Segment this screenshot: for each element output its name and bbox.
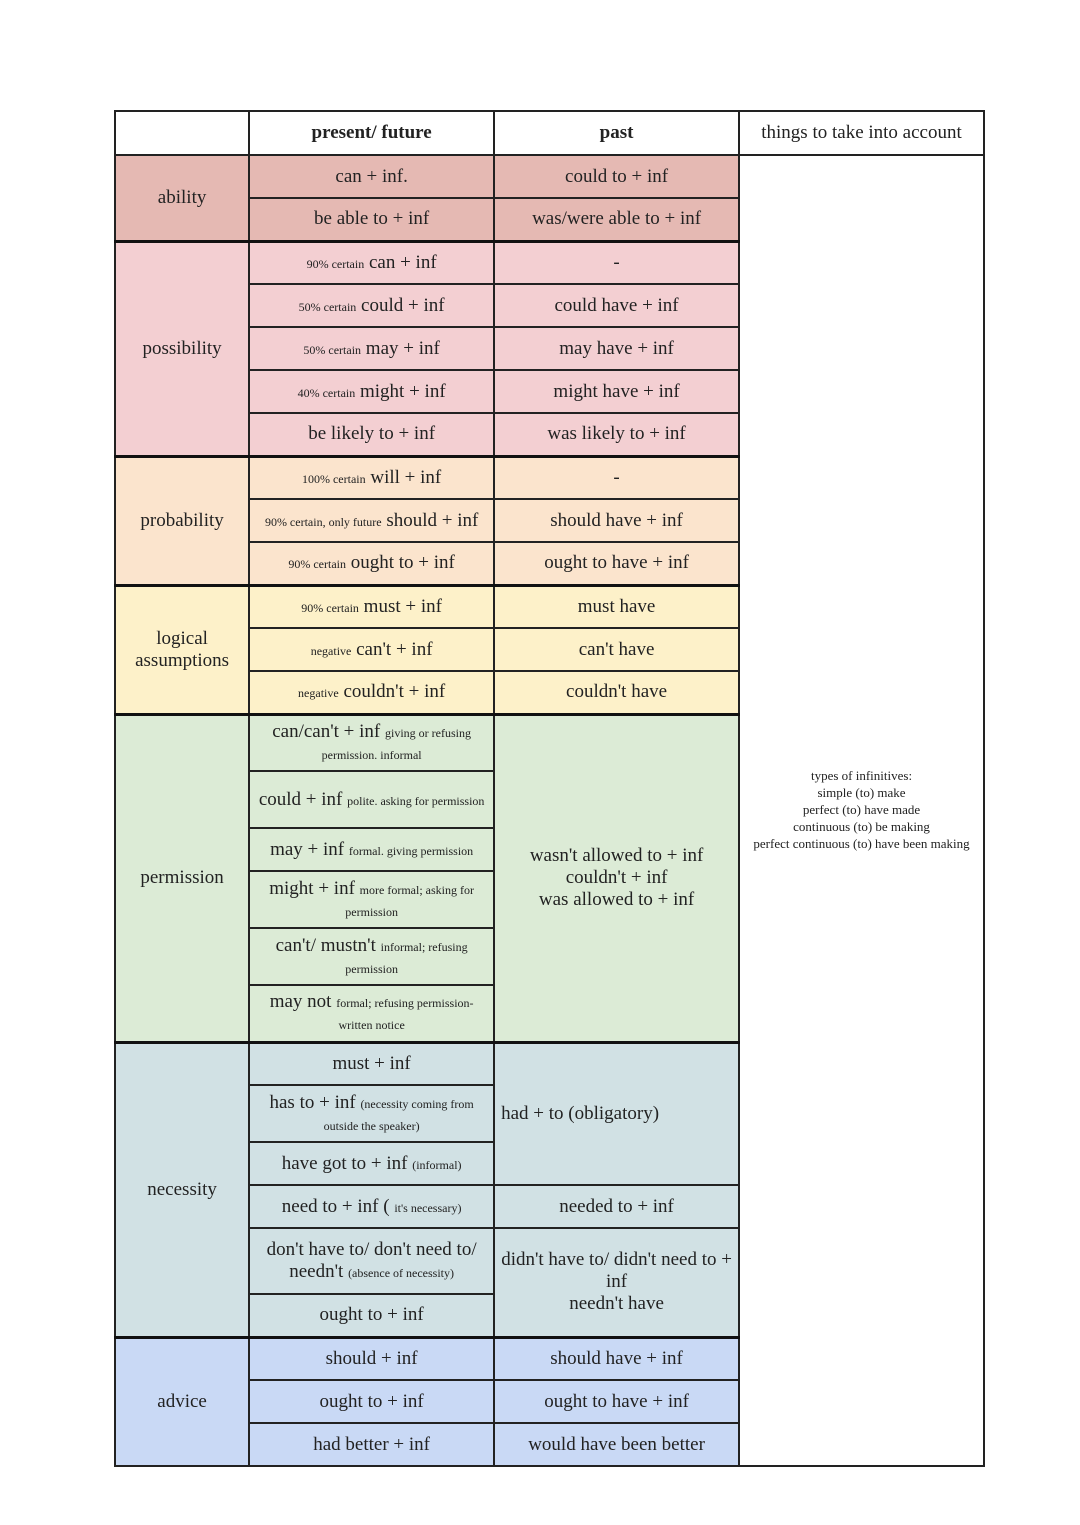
- present-form: may not: [269, 991, 332, 1013]
- present-cell: [249, 985, 494, 1042]
- things-to-take-into-account: [739, 155, 984, 1466]
- present-form: ought to + inf: [319, 1304, 424, 1326]
- present-cell: [249, 1337, 494, 1380]
- present-form: should + inf: [325, 1347, 418, 1369]
- past-cell: could to + inf: [494, 155, 739, 198]
- category-possibility: possibility: [115, 241, 249, 456]
- usage-note: 50% certain: [303, 342, 362, 357]
- table-row: [115, 155, 984, 198]
- past-cell: might have + inf: [494, 370, 739, 413]
- header-things: things to take into account: [739, 111, 984, 155]
- past-form: needed to + inf: [559, 1195, 674, 1217]
- past-form: couldn't + inf: [565, 867, 668, 889]
- present-cell: [249, 413, 494, 456]
- present-form: might + inf: [269, 877, 355, 899]
- past-cell: can't have: [494, 628, 739, 671]
- past-cell: [494, 1042, 739, 1185]
- present-cell: [249, 456, 494, 499]
- usage-note: giving or refusing permission. informal: [321, 725, 472, 762]
- present-cell: [249, 155, 494, 198]
- present-cell: [249, 542, 494, 585]
- category-probability: probability: [115, 456, 249, 585]
- category-ability: ability: [115, 155, 249, 241]
- present-form: ought to + inf: [319, 1390, 424, 1412]
- present-form: don't have to/ don't need to/ needn't: [266, 1239, 477, 1282]
- past-cell: [494, 714, 739, 1042]
- present-form: should + inf: [386, 509, 479, 531]
- usage-note: 90% certain: [288, 557, 346, 572]
- past-cell: must have: [494, 585, 739, 628]
- present-form: has to + inf: [269, 1091, 356, 1113]
- usage-note: 90% certain: [306, 256, 365, 271]
- present-cell: [249, 714, 494, 771]
- note-line: simple (to) make: [817, 785, 906, 801]
- category-logical: logical assumptions: [115, 585, 249, 714]
- usage-note: 50% certain: [298, 299, 357, 314]
- present-form: may + inf: [365, 337, 440, 359]
- header-empty: [115, 111, 249, 155]
- past-cell: was/were able to + inf: [494, 198, 739, 241]
- present-form: be able to + inf: [314, 208, 430, 230]
- present-cell: [249, 928, 494, 985]
- present-cell: [249, 585, 494, 628]
- usage-note: 40% certain: [297, 385, 356, 400]
- usage-note: informal; refusing permission: [345, 939, 468, 976]
- note-line: perfect continuous (to) have been making: [753, 835, 970, 851]
- present-form: must + inf: [332, 1052, 411, 1074]
- usage-note: (necessity coming from outside the speaker): [323, 1096, 474, 1133]
- past-form: wasn't allowed to + inf: [529, 845, 704, 867]
- present-form: can't + inf: [356, 638, 433, 660]
- present-form: can + inf: [368, 251, 437, 273]
- present-cell: [249, 198, 494, 241]
- present-form: could + inf: [258, 788, 343, 810]
- usage-note: polite. asking for permission: [347, 793, 485, 808]
- usage-note: negative: [310, 643, 352, 658]
- present-cell: [249, 327, 494, 370]
- present-form: can/can't + inf: [272, 720, 381, 742]
- usage-note: formal; refusing permission-written notice: [336, 996, 474, 1033]
- present-form: will + inf: [370, 466, 442, 488]
- past-cell: ought to have + inf: [494, 1380, 739, 1423]
- present-cell: [249, 1294, 494, 1337]
- past-form: had + to (obligatory): [501, 1102, 660, 1124]
- present-cell: [249, 1142, 494, 1185]
- modal-verbs-table: [114, 110, 985, 1467]
- present-cell: [249, 1423, 494, 1466]
- past-cell: ought to have + inf: [494, 542, 739, 585]
- present-form: can + inf.: [335, 165, 408, 187]
- usage-note: it's necessary): [394, 1200, 462, 1215]
- note-line: types of infinitives:: [810, 768, 913, 784]
- category-permission: permission: [115, 714, 249, 1042]
- present-cell: [249, 871, 494, 928]
- usage-note: 100% certain: [301, 471, 366, 486]
- present-cell: [249, 1380, 494, 1423]
- present-form: be likely to + inf: [308, 423, 436, 445]
- past-form: didn't have to/ didn't need to + inf: [501, 1249, 732, 1293]
- present-cell: [249, 241, 494, 284]
- present-cell: [249, 828, 494, 871]
- past-cell: may have + inf: [494, 327, 739, 370]
- usage-note: 90% certain: [301, 600, 359, 615]
- present-cell: [249, 771, 494, 828]
- past-cell: -: [494, 241, 739, 284]
- past-cell: would have been better: [494, 1423, 739, 1466]
- present-cell: [249, 1085, 494, 1142]
- header-past: past: [494, 111, 739, 155]
- past-form: was allowed to + inf: [538, 888, 695, 910]
- header-present: present/ future: [249, 111, 494, 155]
- present-cell: [249, 1185, 494, 1228]
- present-cell: [249, 671, 494, 714]
- category-necessity: necessity: [115, 1042, 249, 1337]
- past-cell: should have + inf: [494, 1337, 739, 1380]
- past-cell: couldn't have: [494, 671, 739, 714]
- usage-note: formal. giving permission: [348, 843, 474, 858]
- note-line: continuous (to) be making: [793, 818, 930, 834]
- past-cell: should have + inf: [494, 499, 739, 542]
- present-cell: [249, 628, 494, 671]
- past-cell: was likely to + inf: [494, 413, 739, 456]
- usage-note: (informal): [412, 1157, 462, 1172]
- past-form: needn't have: [569, 1293, 664, 1315]
- past-cell: [494, 1228, 739, 1337]
- present-form: couldn't + inf: [343, 681, 446, 703]
- category-advice: advice: [115, 1337, 249, 1466]
- past-cell: [494, 1185, 739, 1228]
- present-form: can't/ mustn't: [275, 934, 376, 956]
- present-cell: [249, 284, 494, 327]
- present-form: may + inf: [270, 838, 345, 860]
- usage-note: negative: [298, 686, 339, 701]
- present-form: might + inf: [359, 380, 446, 402]
- past-cell: -: [494, 456, 739, 499]
- usage-note: 90% certain, only future: [264, 514, 382, 529]
- present-form: have got to + inf: [281, 1152, 408, 1174]
- present-cell: [249, 499, 494, 542]
- present-form: ought to + inf: [350, 552, 455, 574]
- present-form: must + inf: [363, 595, 442, 617]
- present-form: could + inf: [361, 294, 445, 316]
- usage-note: more formal; asking for permission: [345, 882, 474, 919]
- usage-note: (absence of necessity): [348, 1266, 455, 1280]
- present-cell: [249, 370, 494, 413]
- header-row: [115, 111, 984, 155]
- present-cell: [249, 1228, 494, 1294]
- present-form: had better + inf: [313, 1433, 430, 1455]
- present-cell: [249, 1042, 494, 1085]
- present-form: need to + inf (: [281, 1195, 390, 1217]
- note-line: perfect (to) have made: [802, 802, 921, 818]
- past-cell: could have + inf: [494, 284, 739, 327]
